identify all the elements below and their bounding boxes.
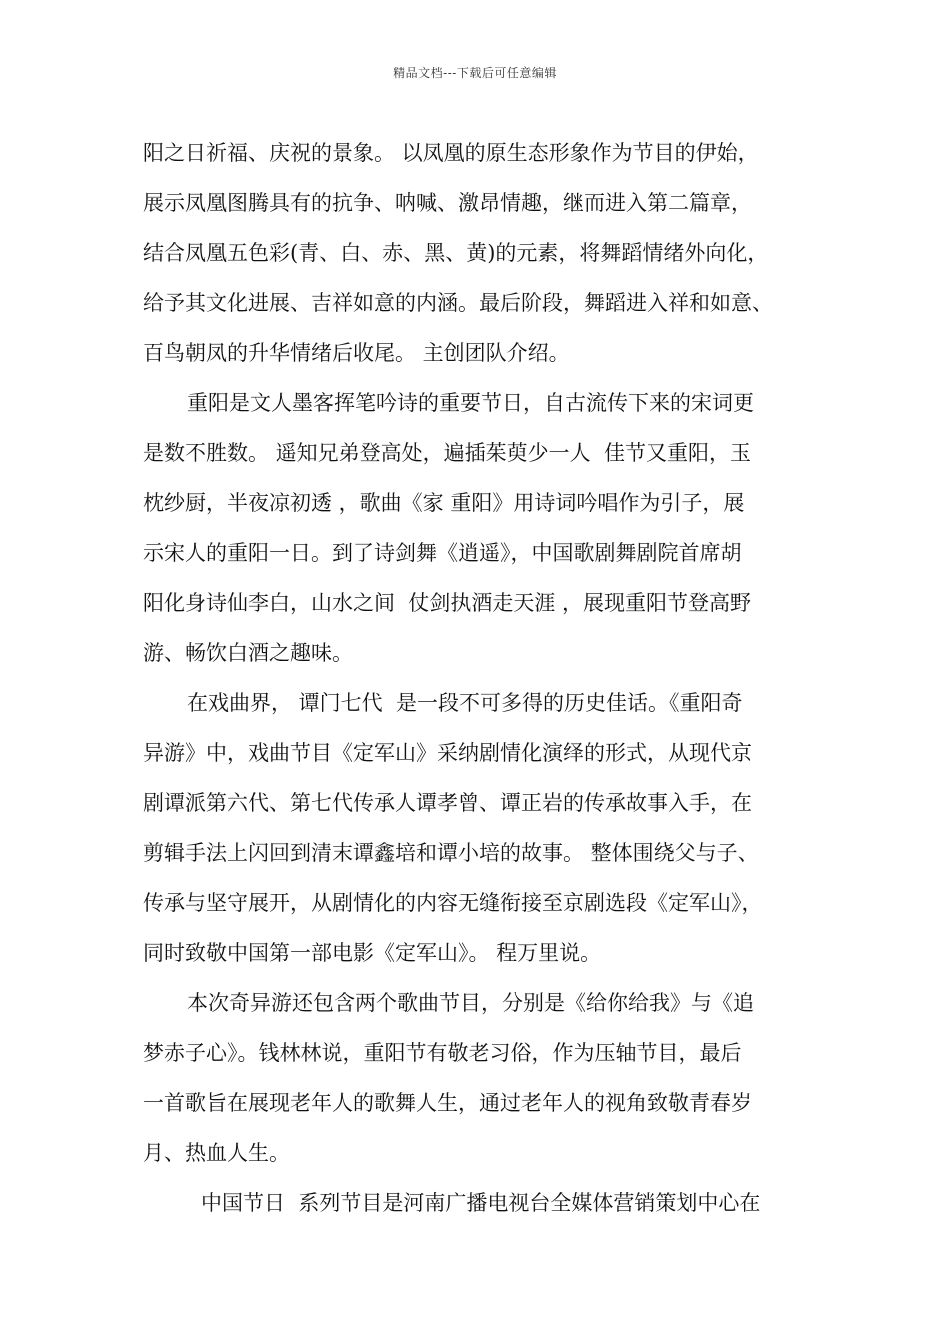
text-line: 一首歌旨在展现老年人的歌舞人生，通过老年人的视角致敬青春岁 [143, 1091, 752, 1115]
paragraph-start-line: 中国节日 系列节目是河南广播电视台全媒体营销策划中心在 [201, 1191, 761, 1215]
text-line: 百鸟朝凤的升华情绪后收尾。 主创团队介绍。 [143, 341, 570, 365]
text-line: 展示凤凰图腾具有的抗争、呐喊、激昂情趣，继而进入第二篇章， [143, 191, 752, 215]
text-line: 结合凤凰五色彩(青、白、赤、黑、黄)的元素，将舞蹈情绪外向化， [143, 241, 769, 265]
text-line: 阳化身诗仙李白，山水之间 仗剑执酒走天涯 ，展现重阳节登高野 [143, 591, 752, 615]
text-line: 同时致敬中国第一部电影《定军山》。 程万里说。 [143, 941, 602, 965]
text-line: 给予其文化进展、吉祥如意的内涵。最后阶段，舞蹈进入祥和如意、 [143, 291, 773, 315]
text-line: 是数不胜数。 遥知兄弟登高处，遍插茱萸少一人 佳节又重阳，玉 [143, 441, 752, 465]
text-line: 传承与坚守展开，从剧情化的内容无缝衔接至京剧选段《定军山》， [143, 891, 763, 915]
text-line: 月、热血人生。 [143, 1141, 290, 1165]
paragraph-start-line: 重阳是文人墨客挥笔吟诗的重要节日，自古流传下来的宋词更 [187, 391, 754, 415]
text-line: 枕纱厨，半夜凉初透 ，歌曲《家 重阳》用诗词吟唱作为引子，展 [143, 491, 745, 515]
paragraph-start-line: 本次奇异游还包含两个歌曲节目，分别是《给你给我》与《追 [187, 991, 754, 1015]
text-line: 梦赤子心》。钱林林说，重阳节有敬老习俗，作为压轴节目，最后 [143, 1041, 742, 1065]
text-line: 异游》中，戏曲节目《定军山》采纳剧情化演绎的形式，从现代京 [143, 741, 752, 765]
body-text [143, 128, 843, 1228]
page-header: 精品文档---下载后可任意编辑 [393, 66, 557, 80]
text-line: 剧谭派第六代、第七代传承人谭孝曾、谭正岩的传承故事入手，在 [143, 791, 752, 815]
text-line: 阳之日祈福、庆祝的景象。 以凤凰的原生态形象作为节目的伊始， [143, 141, 759, 165]
text-line: 游、畅饮白酒之趣味。 [143, 641, 353, 665]
text-line: 示宋人的重阳一日。到了诗剑舞《逍遥》，中国歌剧舞剧院首席胡 [143, 541, 742, 565]
text-line: 剪辑手法上闪回到清末谭鑫培和谭小培的故事。 整体围绕父与子、 [143, 841, 759, 865]
paragraph-start-line: 在戏曲界， 谭门七代 是一段不可多得的历史佳话。《重阳奇 [187, 691, 743, 715]
